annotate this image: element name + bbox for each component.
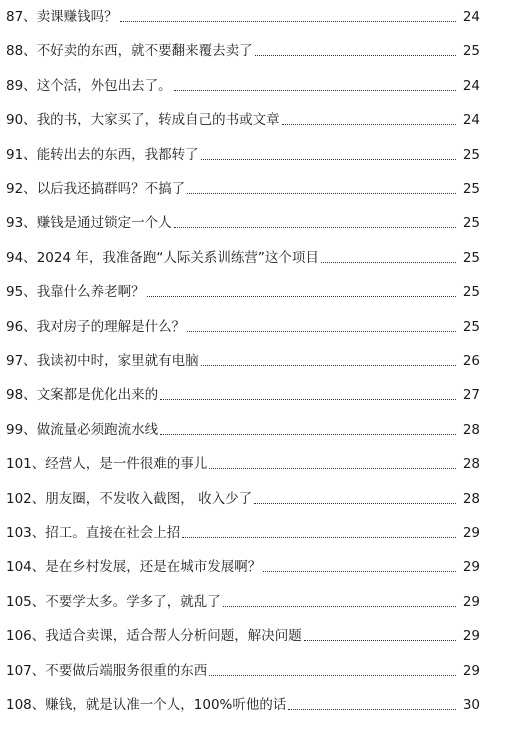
toc-entry-number: 88、	[6, 43, 37, 60]
toc-entry-number: 92、	[6, 181, 37, 197]
toc-entry-title: 赚钱，就是认准一个人，100%听他的话	[45, 697, 287, 713]
dot-leader	[263, 570, 456, 572]
dot-leader	[174, 89, 456, 91]
toc-entry-page-number: 25	[462, 318, 480, 335]
toc-entry[interactable]	[6, 382, 480, 404]
toc-entry-number: 99、	[6, 421, 37, 438]
toc-entry-page-number: 27	[462, 387, 480, 404]
toc-entry-number: 90、	[6, 112, 37, 129]
dot-leader	[304, 639, 456, 641]
toc-entry-page-number: 28	[462, 490, 480, 507]
toc-entry-number: 102、	[6, 490, 46, 507]
toc-entry-number: 95、	[6, 284, 37, 301]
toc-entry-page-number: 29	[462, 559, 480, 576]
toc-entry-number: 96、	[6, 318, 37, 335]
toc-entry-number: 108、	[6, 697, 46, 713]
toc-entry-title: 招工。直接在社会上招	[45, 525, 181, 541]
dot-leader	[201, 364, 456, 366]
toc-entry-title: 文案都是优化出来的	[36, 387, 159, 404]
toc-entry-page-number: 25	[462, 181, 480, 197]
toc-entry-number: 104、	[6, 559, 46, 576]
toc-entry-title: 赚钱是通过锁定一个人	[36, 215, 172, 232]
toc-entry-number: 106、	[6, 628, 46, 645]
toc-entry[interactable]	[6, 142, 480, 164]
toc-entry-title: 做流量必须跑流水线	[36, 421, 159, 438]
toc-entry-number: 93、	[6, 215, 37, 232]
toc-entry-page-number: 29	[462, 628, 480, 645]
toc-entry-page-number: 24	[462, 77, 480, 94]
toc-entry-page-number: 29	[462, 593, 480, 610]
toc-entry[interactable]	[6, 692, 480, 714]
toc-entry-number: 87、	[6, 9, 37, 25]
dot-leader	[147, 295, 456, 297]
toc-entry-title: 朋友圈，不发收入截图， 收入少了	[45, 490, 253, 507]
dot-leader	[201, 158, 456, 160]
toc-entry-page-number: 28	[462, 456, 480, 473]
toc-entry-page-number: 30	[462, 697, 480, 713]
toc-entry[interactable]	[6, 623, 480, 645]
toc-entry[interactable]	[6, 279, 480, 301]
toc-entry-page-number: 26	[462, 353, 480, 369]
toc-entry-title: 不要学太多。学多了，就乱了	[45, 593, 221, 610]
toc-entry-number: 103、	[6, 525, 46, 541]
dot-leader	[223, 605, 456, 607]
toc-entry-number: 105、	[6, 593, 46, 610]
toc-entry-page-number: 25	[462, 146, 480, 163]
toc-entry[interactable]	[6, 348, 480, 370]
toc-entry-number: 98、	[6, 387, 37, 404]
toc-entry-title: 我的书，大家买了，转成自己的书或文章	[36, 112, 280, 129]
toc-entry[interactable]	[6, 520, 480, 542]
dot-leader	[209, 674, 456, 676]
toc-entry-number: 101、	[6, 456, 46, 473]
toc-entry-number: 107、	[6, 662, 46, 679]
toc-entry[interactable]	[6, 245, 480, 267]
dot-leader	[187, 330, 456, 332]
toc-entry-title: 不要做后端服务很重的东西	[45, 662, 208, 679]
toc-entry[interactable]	[6, 210, 480, 232]
toc-entry-title: 我靠什么养老啊？	[36, 284, 145, 301]
toc-entry-page-number: 24	[462, 9, 480, 25]
toc-entry-page-number: 29	[462, 525, 480, 541]
toc-entry[interactable]	[6, 589, 480, 611]
dot-leader	[174, 226, 456, 228]
toc-entry[interactable]	[6, 658, 480, 680]
dot-leader	[182, 536, 456, 538]
toc-entry-title: 我读初中时，家里就有电脑	[36, 353, 199, 369]
toc-entry-page-number: 25	[462, 249, 480, 266]
toc-entry-page-number: 28	[462, 421, 480, 438]
dot-leader	[160, 433, 456, 435]
toc-entry-page-number: 25	[462, 43, 480, 60]
dot-leader	[187, 192, 456, 194]
toc-entry-title: 我适合卖课，适合帮人分析问题，解决问题	[45, 628, 302, 645]
toc-entry[interactable]	[6, 4, 480, 26]
toc-entry[interactable]	[6, 486, 480, 508]
toc-entry-title: 是在乡村发展，还是在城市发展啊？	[45, 559, 262, 576]
toc-entry-title: 以后我还搞群吗？不搞了	[36, 181, 186, 197]
dot-leader	[120, 20, 456, 22]
dot-leader	[321, 261, 456, 263]
toc-entry[interactable]	[6, 38, 480, 60]
toc-entry[interactable]	[6, 314, 480, 336]
toc-entry-page-number: 24	[462, 112, 480, 129]
dot-leader	[282, 123, 456, 125]
toc-entry-page-number: 25	[462, 215, 480, 232]
toc-entry-title: 卖课赚钱吗？	[36, 9, 118, 25]
toc-entry-number: 97、	[6, 353, 37, 369]
toc-entry-title: 能转出去的东西，我都转了	[36, 146, 199, 163]
toc-entry-title: 经营人，是一件很难的事儿	[45, 456, 208, 473]
toc-entry-title: 这个活，外包出去了。	[36, 77, 172, 94]
toc-entry-number: 94、	[6, 249, 37, 266]
dot-leader	[288, 708, 456, 710]
toc-entry-number: 91、	[6, 146, 37, 163]
toc-entry-title: 2024 年，我准备跑“人际关系训练营”这个项目	[36, 249, 319, 266]
toc-entry[interactable]	[6, 554, 480, 576]
toc-entry[interactable]	[6, 107, 480, 129]
dot-leader	[160, 398, 456, 400]
toc-entry-page-number: 29	[462, 662, 480, 679]
toc-entry[interactable]	[6, 176, 480, 198]
toc-entry-title: 不好卖的东西，就不要翻来覆去卖了	[36, 43, 253, 60]
dot-leader	[209, 467, 456, 469]
toc-entry-page-number: 25	[462, 284, 480, 301]
toc-entry-number: 89、	[6, 77, 37, 94]
dot-leader	[255, 54, 456, 56]
toc-entry[interactable]	[6, 73, 480, 95]
toc-entry[interactable]	[6, 451, 480, 473]
toc-entry[interactable]	[6, 417, 480, 439]
toc-entry-title: 我对房子的理解是什么？	[36, 318, 186, 335]
dot-leader	[254, 502, 456, 504]
